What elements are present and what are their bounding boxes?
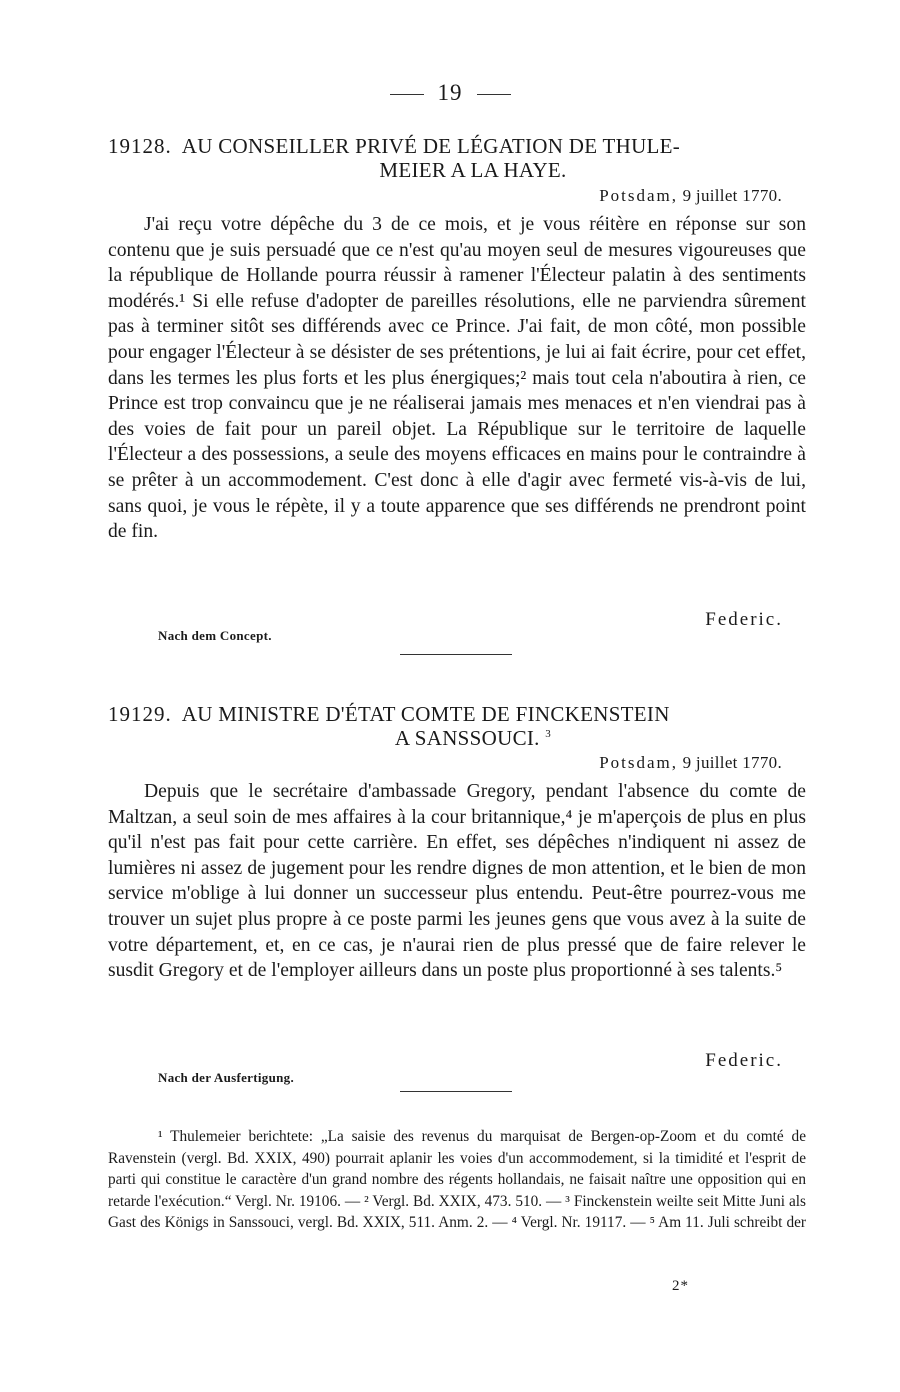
letter-body-19129: Depuis que le secrétaire d'ambassade Gregory, pendant l'absence du comte de Maltzan, a seul soin de mes affaires à la cour britannique,⁴ je m'aperçois de plus en plus qu'il n'est pas fait pour cette carrière. En effet, ses dépêches n'indiquent ni assez de lumières ni assez de jugement pour les rendre dignes de mon attention, et le bien de mon service m'oblige à lui donner un successeur plus entendu. Peut-être pourrez-vous me trouver un sujet plus propre à ce poste parmi les jeunes gens que vous avez à la suite de votre département, et, en ce cas, je n'aurai rien de plus pressé que de faire relever le susdit Gregory et de l'employer ailleurs dans un poste plus proportionné à ses talents.⁵ [108,781,806,982]
signature-mark: 2* [672,1278,689,1294]
letter-body-19128: J'ai reçu votre dépêche du 3 de ce mois, et je vous réitère en réponse sur son contenu que je suis persuadé que ce n'est qu'au moyen seul de mesures vigoureuses que la république de Hollande pourra réussir à ramener l'Électeur palatin à des sentiments modérés.¹ Si elle refuse d'adopter de pareilles résolutions, elle ne parviendra sûrement pas à terminer sitôt ses différends avec ce Prince. J'ai fait, de mon côté, mon possible pour engager l'Électeur à se désister de ses prétentions, je lui ai fait écrire, pour cet effet, dans les termes les plus forts et les plus énergiques;² mais tout cela n'aboutira à rien, ce Prince est trop convaincu que je ne réaliserai jamais mes menaces et n'en viendrai pas à des voies de fait pour un pareil objet. La République sur le territoire de laquelle l'Électeur a des possessions, a seule des moyens efficaces en mains pour le contraindre à se prêter à un accommodement. C'est donc à elle d'agir avec fermeté vis-à-vis de lui, sans quoi, je vous le répète, il y a toute apparence que ses différends ne prendront point de fin. [108,214,806,543]
letter-heading-line2-text: A SANSSOUCI. [394,726,540,750]
source-note-19129: Nach der Ausfertigung. [158,1070,295,1085]
letter-heading-line1: AU MINISTRE D'ÉTAT COMTE DE FINCKENSTEIN [181,702,670,726]
letter-number: 19129. [108,702,172,726]
source-note-19128: Nach dem Concept. [158,628,272,643]
letter-number: 19128. [108,134,172,158]
footnotes: ¹ Thulemeier berichtete: „La saisie des revenus du marquisat de Bergen-op-Zoom et du comté de Ravenstein (vergl. Bd. XXIX, 490) pourrait aplanir les voies d'un accommodement, si la timidité et l'esprit de parti qui constitue le caractère d'un grand nombre des régents hollandais, ne faisait naître une opposition qui en retarde l'exécution.“ Vergl. Nr. 19106. — ² Vergl. Bd. XXIX, 473. 510. — ³ Finckenstein weilte seit Mitte Juni als Gast des Königs in Sanssouci, vergl. Bd. XXIX, 511. Anm. 2. — ⁴ Vergl. Nr. 19117. — ⁵ Am 11. Juli schreibt der [108,1128,806,1231]
footnote-divider [400,1091,512,1092]
page-number-dash-right [477,94,511,95]
letter-signature-19128: Federic. [705,609,783,630]
footnote-ref: 3 [545,728,552,740]
letter-heading-19129 [108,702,798,750]
page-number-dash-left [390,94,424,95]
letter-heading-19128 [108,134,798,182]
letter-heading-line1: AU CONSEILLER PRIVÉ DE LÉGATION DE THULE- [181,134,681,158]
letter-heading-line2 [108,726,798,750]
letter-heading-line2: MEIER A LA HAYE. [379,158,567,182]
date-place: Potsdam, [599,753,679,772]
letter-dateline-19129 [382,753,782,773]
letter-dateline-19128 [382,186,782,206]
page-number-text: 19 [437,80,463,105]
date-place: Potsdam, [599,186,679,205]
date-text: 9 juillet 1770. [682,186,782,205]
page-number [0,80,900,106]
date-text: 9 juillet 1770. [682,753,782,772]
letter-signature-19129: Federic. [705,1050,783,1071]
section-divider [400,654,512,655]
